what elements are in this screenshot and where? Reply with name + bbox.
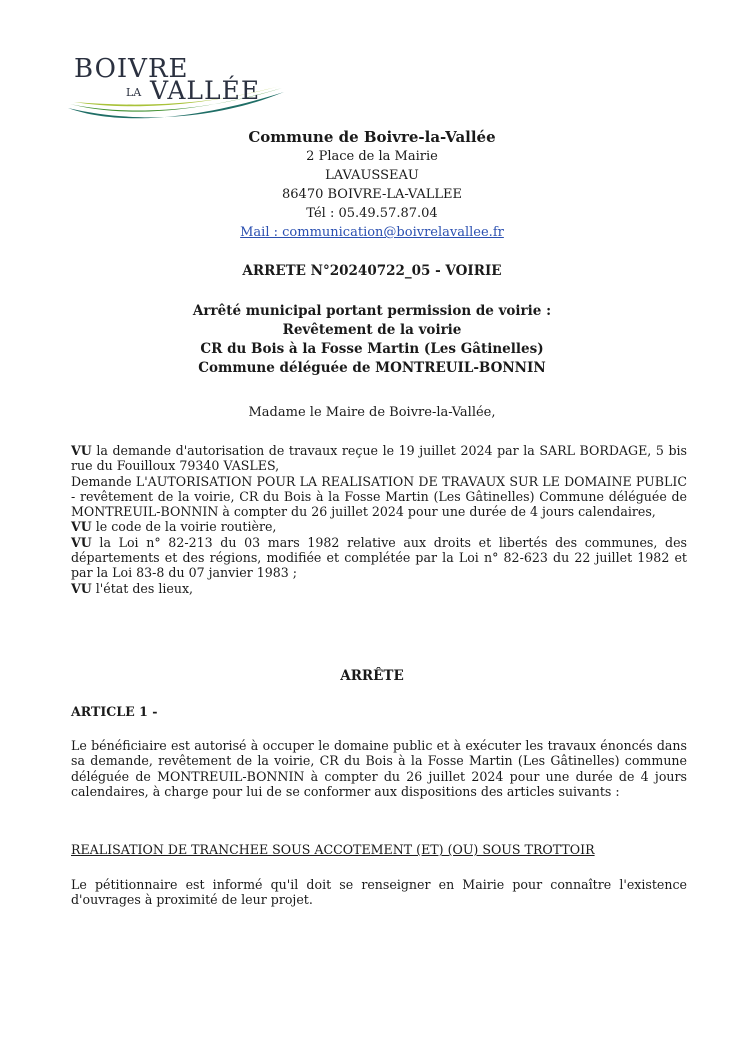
subject-line-3: CR du Bois à la Fosse Martin (Les Gâtinelles)	[200, 341, 544, 357]
commune-header	[0, 128, 744, 242]
logo-text-la: LA	[126, 86, 142, 99]
address-line-3: 86470 BOIVRE-LA-VALLEE	[282, 187, 462, 202]
mail-link[interactable]: Mail : communication@boivrelavallee.fr	[240, 225, 504, 240]
considerations	[71, 443, 687, 596]
demande-paragraph: Demande L'AUTORISATION POUR LA REALISATION DE TRAVAUX SUR LE DOMAINE PUBLIC - revêtement de la voirie, CR du Bois à la Fosse Martin (Les Gâtinelles) Commune déléguée de MONTREUIL-BONNIN à compter du 26 juillet 2024 pour une durée de 4 jours calendaires,	[71, 473, 687, 520]
arrete-subject	[0, 302, 744, 378]
phone-number: Tél : 05.49.57.87.04	[306, 206, 438, 221]
address-line-1: 2 Place de la Mairie	[306, 149, 438, 164]
commune-logo	[66, 48, 288, 128]
vu-paragraph-3: VU la Loi n° 82-213 du 03 mars 1982 relative aux droits et libertés des communes, des départements et des régions, modifiée et complétée par la Loi n° 82-623 du 22 juillet 1982 et par la Loi 83-8 du 07 janvier 1983 ;	[71, 534, 687, 581]
article-1-subheading: REALISATION DE TRANCHEE SOUS ACCOTEMENT (ET) (OU) SOUS TROTTOIR	[71, 842, 595, 857]
vu-paragraph-2: VU le code de la voirie routière,	[71, 519, 277, 535]
article-1-heading: ARTICLE 1 -	[71, 704, 158, 719]
article-1-note: Le pétitionnaire est informé qu'il doit se renseigner en Mairie pour connaître l'existence d'ouvrages à proximité de leur projet.	[71, 877, 687, 908]
vu-paragraph-1: VU la demande d'autorisation de travaux reçue le 19 juillet 2024 par la SARL BORDAGE, 5 bis rue du Fouilloux 79340 VASLES,	[71, 443, 687, 474]
arrete-heading: ARRÊTE	[340, 668, 404, 684]
logo-text-vallee: VALLÉE	[150, 76, 261, 105]
subject-line-1: Arrêté municipal portant permission de voirie :	[192, 303, 552, 319]
vu-paragraph-4: VU l'état des lieux,	[71, 580, 194, 596]
subject-line-4: Commune déléguée de MONTREUIL-BONNIN	[198, 360, 546, 376]
logo-text-boivre: BOIVRE	[74, 54, 189, 84]
commune-title: Commune de Boivre-la-Vallée	[248, 128, 496, 146]
arrete-number: ARRETE N°20240722_05 - VOIRIE	[242, 263, 502, 279]
greeting: Madame le Maire de Boivre-la-Vallée,	[248, 405, 496, 420]
address-line-2: LAVAUSSEAU	[325, 168, 419, 183]
article-1-text: Le bénéficiaire est autorisé à occuper le domaine public et à exécuter les travaux énoncés dans sa demande, revêtement de la voirie, CR du Bois à la Fosse Martin (Les Gâtinelles) commune déléguée de MONTREUIL-BONNIN à compter du 26 juillet 2024 pour une durée de 4 jours calendaires, à charge pour lui de se conformer aux dispositions des articles suivants :	[71, 738, 687, 799]
subject-line-2: Revêtement de la voirie	[282, 322, 462, 338]
